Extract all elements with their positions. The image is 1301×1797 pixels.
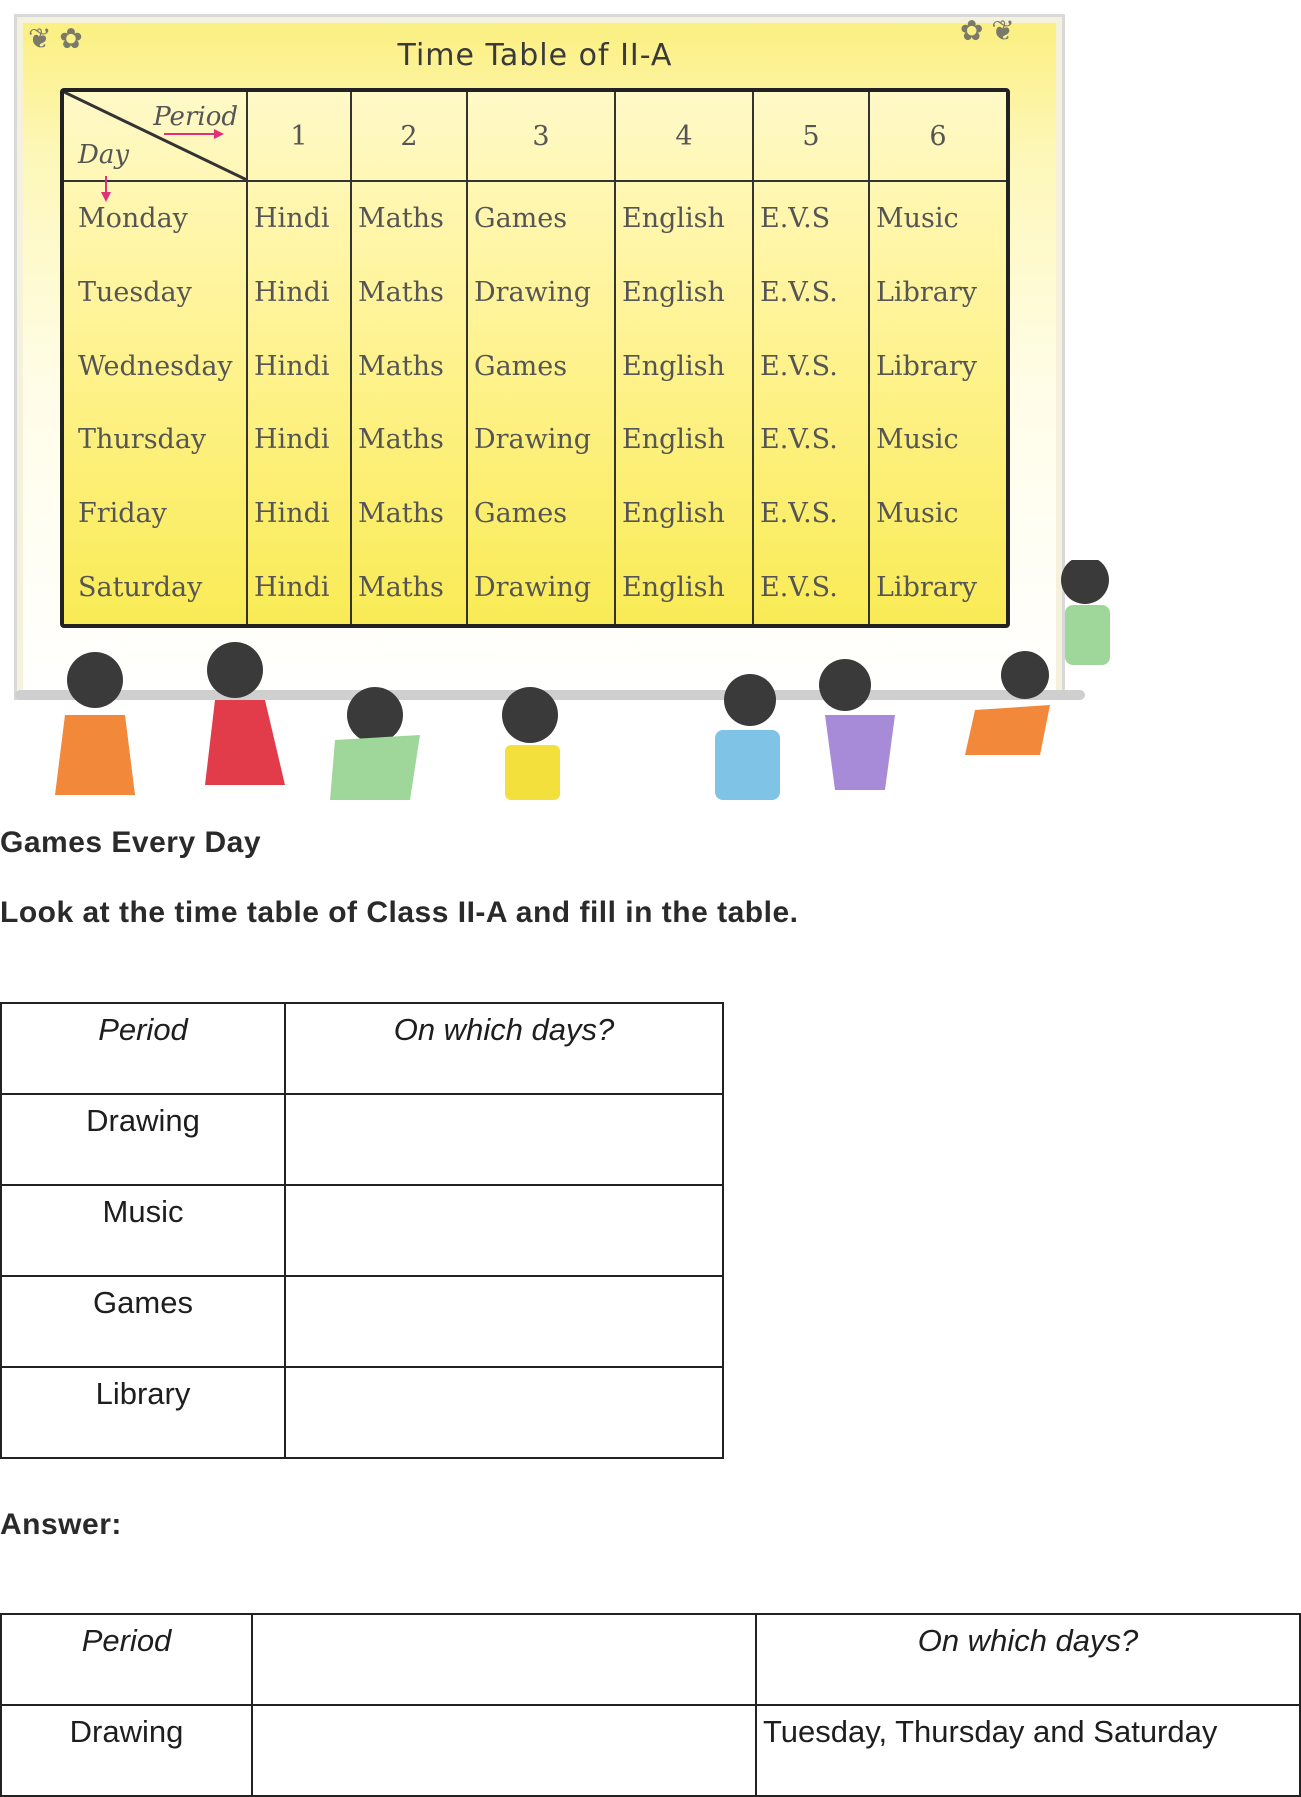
subject-cell: Maths xyxy=(351,477,467,551)
subject-cell: Music xyxy=(869,181,1006,256)
child-figure xyxy=(965,651,1050,755)
days-header: On which days? xyxy=(756,1614,1300,1705)
subject-cell: Hindi xyxy=(247,403,351,477)
timetable-row xyxy=(64,403,1006,477)
day-cell: Monday xyxy=(78,203,188,235)
period-cell: Drawing xyxy=(1,1094,285,1185)
period-cell: Music xyxy=(1,1185,285,1276)
period-number: 1 xyxy=(247,92,351,181)
timetable-row xyxy=(64,477,1006,551)
child-figure xyxy=(819,659,895,790)
period-number: 5 xyxy=(753,92,869,181)
period-cell: Drawing xyxy=(1,1705,252,1796)
table-row xyxy=(1,1185,723,1276)
timetable-row xyxy=(64,329,1006,403)
period-cell: Library xyxy=(1,1367,285,1458)
child-figure xyxy=(55,652,135,795)
subject-cell: Hindi xyxy=(247,477,351,551)
subject-cell: Games xyxy=(467,181,615,256)
period-number: 2 xyxy=(351,92,467,181)
table-row xyxy=(1,1094,723,1185)
table-header-row xyxy=(1,1003,723,1094)
blank-cell xyxy=(252,1705,756,1796)
subject-cell: Games xyxy=(467,477,615,551)
table-row xyxy=(1,1367,723,1458)
subject-cell: English xyxy=(615,256,753,330)
subject-cell: Hindi xyxy=(247,181,351,256)
days-header: On which days? xyxy=(285,1003,723,1094)
child-figure xyxy=(1061,560,1110,665)
day-cell: Tuesday xyxy=(78,277,192,309)
subject-cell: Library xyxy=(869,550,1006,624)
blank-header xyxy=(252,1614,756,1705)
timetable-row xyxy=(64,181,1006,256)
days-answer-cell[interactable] xyxy=(285,1185,723,1276)
subject-cell: Hindi xyxy=(247,256,351,330)
subject-cell: Maths xyxy=(351,256,467,330)
timetable-corner-cell xyxy=(64,92,247,181)
timetable-header-row xyxy=(64,92,1006,181)
days-answer-cell[interactable] xyxy=(285,1094,723,1185)
child-figure xyxy=(502,687,560,800)
corner-period-label: Period xyxy=(153,102,238,132)
children-illustration xyxy=(0,560,1120,800)
subject-cell: Drawing xyxy=(467,550,615,624)
subject-cell: Library xyxy=(869,256,1006,330)
subject-cell: English xyxy=(615,329,753,403)
floral-decoration-icon: ❦ ✿ xyxy=(28,23,83,54)
instruction-text: Look at the time table of Class II-A and fill in the table. xyxy=(0,896,799,929)
table-header-row xyxy=(1,1614,1300,1705)
subject-cell: Maths xyxy=(351,181,467,256)
subject-cell: E.V.S. xyxy=(753,403,869,477)
day-cell: Friday xyxy=(78,497,167,529)
period-number: 3 xyxy=(467,92,615,181)
subject-cell: Library xyxy=(869,329,1006,403)
floral-decoration-icon: ✿ ❦ xyxy=(960,15,1015,46)
child-figure xyxy=(330,687,420,800)
answer-table xyxy=(0,1613,1301,1797)
subject-cell: Drawing xyxy=(467,403,615,477)
subject-cell: E.V.S. xyxy=(753,477,869,551)
period-header: Period xyxy=(1,1003,285,1094)
subject-cell: English xyxy=(615,403,753,477)
subject-cell: E.V.S. xyxy=(753,329,869,403)
timetable-illustration xyxy=(0,0,1120,800)
subject-cell: Maths xyxy=(351,403,467,477)
subject-cell: Maths xyxy=(351,329,467,403)
period-number: 6 xyxy=(869,92,1006,181)
subject-cell: English xyxy=(615,550,753,624)
days-answer-cell[interactable] xyxy=(285,1276,723,1367)
subject-cell: E.V.S. xyxy=(753,256,869,330)
answer-label: Answer: xyxy=(0,1508,122,1541)
subject-cell: Maths xyxy=(351,550,467,624)
day-cell: Saturday xyxy=(78,571,203,603)
subject-cell: Drawing xyxy=(467,256,615,330)
table-row xyxy=(1,1276,723,1367)
days-cell: Tuesday, Thursday and Saturday xyxy=(756,1705,1300,1796)
timetable-row xyxy=(64,256,1006,330)
day-cell: Wednesday xyxy=(78,350,233,382)
subject-cell: E.V.S. xyxy=(753,550,869,624)
period-number: 4 xyxy=(615,92,753,181)
subject-cell: Hindi xyxy=(247,550,351,624)
days-answer-cell[interactable] xyxy=(285,1367,723,1458)
child-figure xyxy=(205,642,285,785)
subject-cell: Music xyxy=(869,477,1006,551)
subject-cell: English xyxy=(615,181,753,256)
subject-cell: Games xyxy=(467,329,615,403)
subject-cell: English xyxy=(615,477,753,551)
table-row xyxy=(1,1705,1300,1796)
timetable xyxy=(60,88,1010,628)
corner-day-label: Day xyxy=(78,140,130,170)
down-arrow-icon xyxy=(99,176,113,204)
fill-in-table xyxy=(0,1002,724,1459)
timetable-title: Time Table of II-A xyxy=(397,38,673,73)
subject-cell: Music xyxy=(869,403,1006,477)
subject-cell: E.V.S xyxy=(753,181,869,256)
period-cell: Games xyxy=(1,1276,285,1367)
period-header: Period xyxy=(1,1614,252,1705)
subject-cell: Hindi xyxy=(247,329,351,403)
day-cell: Thursday xyxy=(78,424,207,456)
section-title: Games Every Day xyxy=(0,826,262,859)
